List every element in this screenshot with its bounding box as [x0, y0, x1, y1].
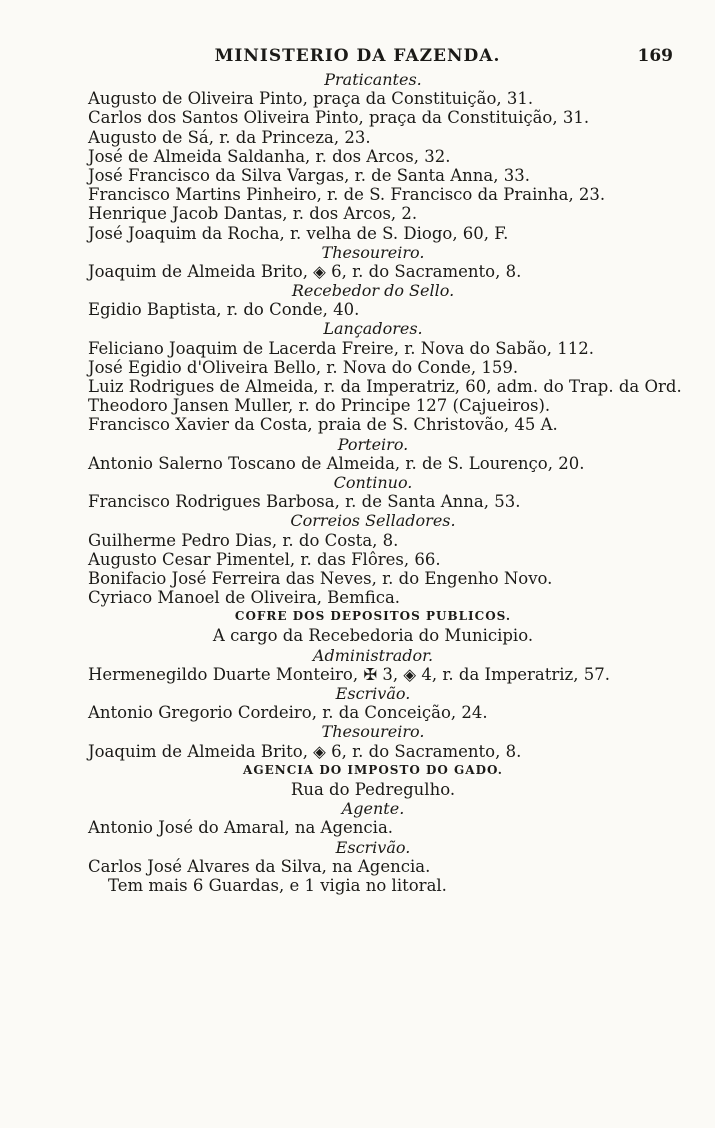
note-line: Tem mais 6 Guardas, e 1 vigia no litoral. — [108, 875, 447, 895]
entry-line: Augusto de Oliveira Pinto, praça da Constituição, 31. — [88, 89, 534, 109]
entry-line: José de Almeida Saldanha, r. dos Arcos, 32. — [88, 146, 451, 166]
section-subtitle: A cargo da Recebedoria do Municipio. — [212, 626, 534, 646]
entry-line: Augusto Cesar Pimentel, r. das Flôres, 66. — [88, 549, 441, 569]
entry-line: Antonio José do Amaral, na Agencia. — [88, 818, 394, 838]
entry-line: Carlos dos Santos Oliveira Pinto, praça da Constituição, 31. — [88, 108, 590, 128]
entry-line: Joaquim de Almeida Brito, ◈ 6, r. do Sacramento, 8. — [88, 741, 522, 761]
entry-line: Hermenegildo Duarte Monteiro, ✠ 3, ◈ 4, r. da Imperatriz, 57. — [88, 664, 610, 684]
entry-line: Bonifacio José Ferreira das Neves, r. do Engenho Novo. — [88, 568, 553, 588]
section-heading: Porteiro. — [337, 434, 409, 454]
entry-line: José Joaquim da Rocha, r. velha de S. Diogo, 60, F. — [88, 223, 509, 243]
page-header — [0, 46, 715, 70]
section-heading: Correios Selladores. — [290, 511, 456, 531]
section-heading: Administrador. — [312, 645, 434, 665]
section-title: COFRE DOS DEPOSITOS PUBLICOS. — [234, 609, 512, 624]
entry-line: Guilherme Pedro Dias, r. do Costa, 8. — [88, 530, 399, 550]
section-heading: Recebedor do Sello. — [291, 281, 455, 301]
directory-listing — [88, 70, 682, 895]
entry-line: José Egidio d'Oliveira Bello, r. Nova do Conde, 159. — [88, 357, 519, 377]
entry-line: Joaquim de Almeida Brito, ◈ 6, r. do Sacramento, 8. — [88, 261, 522, 281]
page-number: 169 — [637, 46, 673, 66]
section-heading: Thesoureiro. — [321, 722, 425, 742]
section-heading: Lançadores. — [323, 319, 423, 339]
entry-line: Francisco Rodrigues Barbosa, r. de Santa Anna, 53. — [88, 492, 521, 512]
section-heading: Escrivão. — [335, 684, 411, 703]
entry-line: Egidio Baptista, r. do Conde, 40. — [88, 300, 360, 320]
entry-line: Theodoro Jansen Muller, r. do Principe 127 (Cajueiros). — [88, 396, 551, 416]
section-subtitle: Rua do Pedregulho. — [290, 779, 456, 799]
entry-line: Francisco Xavier da Costa, praia de S. Christovão, 45 A. — [88, 415, 558, 435]
section-heading: Escrivão. — [335, 837, 411, 857]
entry-line: Antonio Salerno Toscano de Almeida, r. de S. Lourenço, 20. — [88, 453, 585, 473]
section-heading: Praticantes. — [324, 70, 422, 89]
section-title: AGENCIA DO IMPOSTO DO GADO. — [243, 762, 503, 777]
section-heading: Thesoureiro. — [321, 242, 425, 262]
entry-line: Cyriaco Manoel de Oliveira, Bemfica. — [88, 588, 401, 608]
entry-line: Francisco Martins Pinheiro, r. de S. Francisco da Prainha, 23. — [88, 185, 606, 205]
entry-line: Antonio Gregorio Cordeiro, r. da Conceição, 24. — [88, 703, 488, 723]
entry-line: Feliciano Joaquim de Lacerda Freire, r. Nova do Sabão, 112. — [88, 338, 594, 358]
entry-line: José Francisco da Silva Vargas, r. de Santa Anna, 33. — [88, 165, 530, 185]
entry-line: Luiz Rodrigues de Almeida, r. da Imperatriz, 60, adm. do Trap. da Ord. — [88, 377, 682, 396]
section-heading: Agente. — [341, 799, 405, 819]
section-heading: Continuo. — [333, 472, 413, 492]
entry-line: Carlos José Alvares da Silva, na Agencia. — [88, 856, 431, 876]
entry-line: Henrique Jacob Dantas, r. dos Arcos, 2. — [88, 204, 418, 224]
entry-line: Augusto de Sá, r. da Princeza, 23. — [88, 127, 371, 147]
page-title: MINISTERIO DA FAZENDA. — [214, 46, 501, 66]
